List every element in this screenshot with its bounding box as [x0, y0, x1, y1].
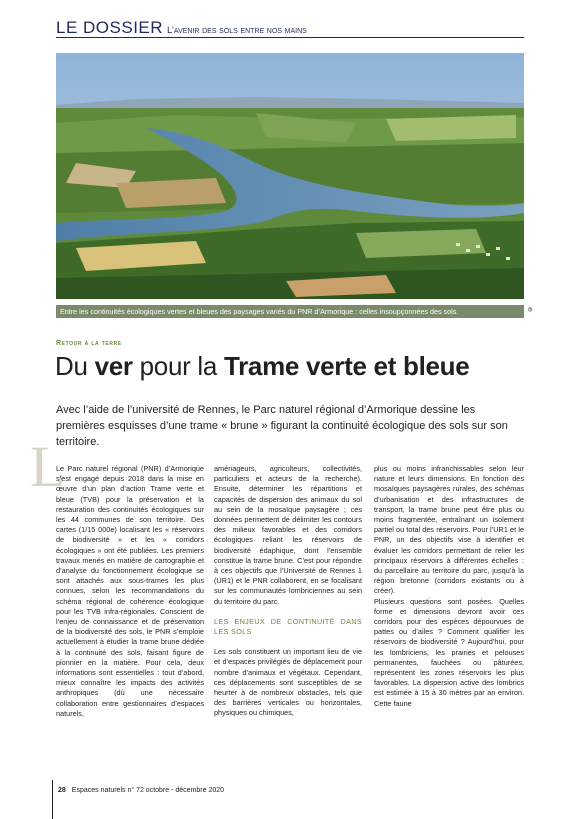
- article-title: Du ver pour la Trame verte et bleue: [55, 351, 470, 381]
- rubric-divider: [56, 37, 524, 38]
- paragraph: Le Parc naturel régional (PNR) d’Armorique s’est engagé depuis 2018 dans la mise en œuvre d’un plan d’action Trame verte et bleue (TVB) pour la préservation et la restauration des continuités écologiques sur les 44 communes de son territoire. Des cartes (1/15 000e) localisant les « réservoirs de biodiversité » et les « corridors écologiques » ont été publiées. Les premiers travaux menés en matière de cartographie et d’analyse du fonctionnement écologique se sont attachés aux sous-trames les plus connues, selon les recommandations du schéma régional de cohérence écologique pour les TVB infra-régionales. Conscient de l’enjeu de connaissance et de préservation de la biodiversité des sols, le PNR s’emploie actuellement à étudier la trame brune dédiée à la continuité des sols, faisant figure de pionnier en la matière. Pour cela, deux informations sont essentielles : tout d’abord, mieux connaître les impacts des activités anthropiques (dû une nécessaire collaboration entre gestionnaires d’espaces naturels,: [56, 464, 204, 718]
- section-subhead: LES ENJEUX DE CONTINUITÉ DANS LES SOLS: [214, 616, 362, 637]
- paragraph: Les sols constituent un important lieu de vie et d’espaces privilégiés de déplacement pour nombre d’animaux et végétaux. Cependant, ces déplacements sont susceptibles de se heurter à de nombreux obstacles, tels que des barrières verticales ou horizontales, physiques ou chimiques,: [214, 647, 362, 718]
- landscape-photo: [56, 53, 524, 299]
- paragraph: plus ou moins infranchissables selon leur nature et leurs dimensions. En fonction des mosaïques paysagères rurales, des schémas d’urbanisation et des infrastructures de transport, la trame brune peut être plus ou moins fragmentée, entraînant un isolement partiel ou total des réservoirs. Pour l’UR1 et le PNR, un des objectifs vise à identifier et évaluer les corridors permettant de relier les principaux réservoirs à différentes échelles : du parcellaire au territoire du parc, jusqu’à la région bretonne (corridors existants ou à créer).: [374, 464, 524, 596]
- article-standfirst: Avec l’aide de l’université de Rennes, le Parc naturel régional d’Armorique dessine les premières esquisses d’une trame « brune » figurant la continuité écologique des sols sur son territoire.: [56, 404, 508, 448]
- photo-caption: Entre les continuités écologiques vertes et bleues des paysages variés du PNR d’Armorique : celles insoupçonnées des sols.: [56, 305, 524, 318]
- header-bar: [0, 0, 56, 37]
- folio: [58, 787, 224, 794]
- footer-divider: [52, 780, 53, 819]
- text-column-3: [374, 464, 524, 709]
- rubric-subtitle: L’avenir des sols entre nos mains: [167, 25, 307, 36]
- paragraph: Plusieurs questions sont posées. Quelles forme et dimensions devront avoir ces corridors pour des espèces dépourvues de pattes ou d’ailes ? Comment qualifier les réservoirs de biodiversité ? Aujourd’hui, pour les lombriciens, les prairies et pelouses permanentes, fauchées ou pâturées, représentent les zones réservoirs les plus favorables. La dispersion active des lombrics est estimée à 15 à 30 mètres par an environ. Cette faune: [374, 596, 524, 708]
- article-kicker: Retour à la terre: [56, 340, 122, 347]
- text-column-1: [56, 464, 204, 719]
- rubric-title: LE DOSSIER: [56, 18, 164, 37]
- publication-info: Espaces naturels n° 72 octobre - décembre 2020: [71, 787, 225, 794]
- text-column-2: [214, 464, 362, 719]
- page-number: 28: [58, 787, 66, 794]
- rubric: [56, 18, 307, 38]
- photo-credit: ©: [527, 305, 533, 311]
- drop-cap: L: [30, 434, 66, 499]
- paragraph: aménageurs, agriculteurs, collectivités, particuliers et acteurs de la recherche). Ensuite, déterminer les répartitions et capacités de dispersion des animaux du sol au sein de la mosaïque paysagère ; ces données permettent de délimiter les contours des milieux favorables et des corridors écologiques reliant les réservoirs de biodiversité édaphique, dont l’ensemble constitue la trame brune. C’est pour répondre à ces objectifs que l’Université de Rennes 1 (UR1) et le PNR collaborent, en se focalisant sur les communautés lombriciennes au sein du territoire du parc.: [214, 464, 362, 606]
